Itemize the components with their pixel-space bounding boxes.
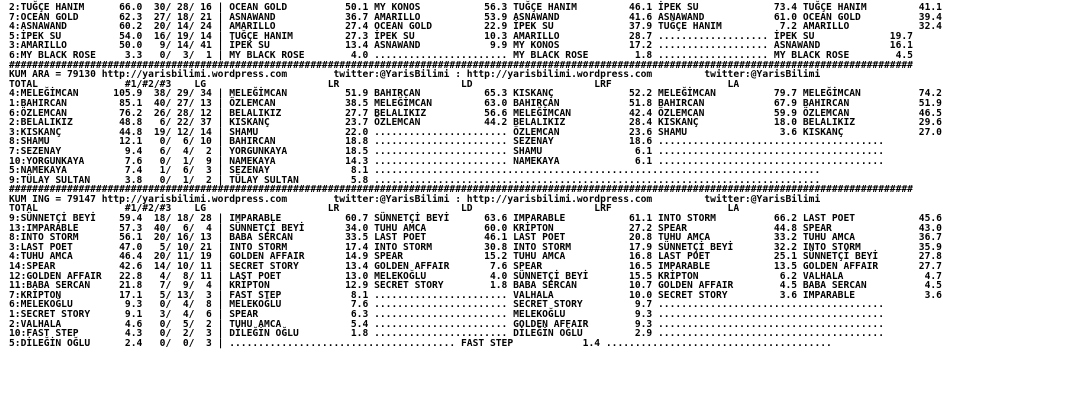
result-row: 5:NAMEKAYA 7.4 1/ 6/ 3 | SEZENAY 8.1 ............................................................................. (9, 165, 821, 177)
result-row: 1:BAHIRCAN 85.1 40/ 27/ 13 | ÖZLEMCAN 38.5 MELEĞİMCAN 63.0 BAHIRCAN 51.8 BAHIRCAN 67.9 BAHIRCAN 51.9 (9, 97, 942, 109)
result-row: 7:SEZENAY 9.4 6/ 4/ 2 | YORGUNKAYA 18.5 ....................... SHAMU 6.1 ....................................... (9, 145, 885, 157)
result-row: 2:BELALIKIZ 48.8 6/ 22/ 37 | KISKANÇ 23.7 ÖZLEMCAN 44.2 BELALIKIZ 28.4 KISKANÇ 18.0 BELALIKIZ 29.6 (9, 117, 942, 129)
result-row: 9:SÜNNETÇİ BEYİ 59.4 18/ 18/ 28 | IMPARABLE 60.7 SÜNNETÇİ BEYİ 63.6 IMPARABLE 61.1 INTO STORM 66.2 LAST POET 45.6 (9, 213, 942, 225)
result-row: 8:INTO STORM 56.1 20/ 16/ 13 | BABA SERCAN 33.5 LAST POET 46.1 LAST POET 20.8 TUHU AMCA 33.2 TUHU AMCA 36.7 (9, 232, 942, 244)
result-row: 1:SECRET STORY 9.1 3/ 4/ 6 | SPEAR 6.3 ....................... MELEKOĞLU 9.3 ....................................... (9, 309, 885, 320)
result-row: 11:BABA SERCAN 21.8 7/ 9/ 4 | KRİPTON 12.9 SECRET STORY 1.8 BABA SERCAN 10.7 GOLDEN AFFAIR 4.5 BABA SERCAN 4.5 (9, 280, 942, 292)
column-header-line: TOTAL #1/#2/#3 LG LR LD LRF LA (9, 203, 740, 215)
result-row: 3:KISKANÇ 44.8 19/ 12/ 14 | SHAMU 22.0 ....................... ÖZLEMCAN 23.6 SHAMU 3.6 KISKANÇ 27.0 (9, 126, 942, 138)
result-row: 6:MELEKOĞLU 9.3 0/ 4/ 8 | MELEKOĞLU 7.6 ....................... SECRET STORY 9.7 ....................................... (9, 299, 885, 311)
result-row: 5:İPEK SU 54.0 16/ 19/ 14 | TUĞÇE HANIM 27.3 İPEK SU 10.3 AMARILLO 28.7 ................... İPEK SU 19.7 (9, 30, 913, 42)
result-row: 4:ASNAWAND 60.2 20/ 14/ 24 | AMARILLO 27.4 OCEAN GOLD 22.9 İPEK SU 37.9 TUĞÇE HANIM 7.2 AMARILLO 32.4 (9, 21, 942, 33)
result-row: 10:YORGUNKAYA 7.6 0/ 1/ 9 | NAMEKAYA 14.3 ....................... NAMEKAYA 6.1 ....................................... (9, 155, 885, 167)
result-row: 5:DİLEĞİN OĞLU 2.4 0/ 0/ 3 | ....................................... FAST STEP 1.4 ....................................... (9, 337, 832, 349)
column-header-line: TOTAL #1/#2/#3 LG LR LD LRF LA (9, 78, 740, 90)
result-row: 8:SHAMU 12.1 0/ 6/ 10 | BAHIRCAN 18.8 ....................... SEZENAY 18.6 ....................................... (9, 136, 885, 148)
result-row: 3:AMARILLO 50.0 9/ 14/ 41 | İPEK SU 13.4 ASNAWAND 9.9 MY KONOS 17.2 ................... ASNAWAND 16.1 (9, 40, 913, 52)
result-row: 14:SPEAR 42.6 14/ 10/ 11 | SECRET STORY 13.4 GOLDEN AFFAIR 7.6 SPEAR 16.5 IMPARABLE 13.5 GOLDEN AFFAIR 27.7 (9, 261, 942, 273)
result-row: 13:IMPARABLE 57.3 40/ 6/ 4 | SÜNNETÇİ BEYİ 34.0 TUHU AMCA 60.0 KRİPTON 27.2 SPEAR 44.8 SPEAR 43.0 (9, 222, 942, 234)
result-row: 10:FAST STEP 4.3 0/ 2/ 3 | DİLEĞİN OĞLU 1.8 ....................... DİLEĞİN OĞLU 2.9 ....................................... (9, 328, 885, 340)
race-header-line: KUM ING = 79147 http://yarisbilimi.wordpress.com twitter:@YarisBilimi : http://yarisbilimi.wordpress.com twitter:@YarisBilimi (9, 193, 821, 205)
result-row: 2:TUĞÇE HANIM 66.0 30/ 28/ 16 | OCEAN GOLD 50.1 MY KONOS 56.3 TUĞÇE HANIM 46.1 İPEK SU 73.4 TUĞÇE HANIM 41.1 (9, 2, 942, 13)
result-row: 9:TÜLAY SULTAN 3.8 0/ 1/ 2 | TÜLAY SULTAN 5.8 ............................................................................. (9, 174, 821, 186)
separator-line: ############################################################################################################################################################ (9, 184, 913, 196)
result-row: 6:MY BLACK ROSE 3.3 0/ 3/ 1 | MY BLACK ROSE 4.0 ....................... MY BLACK ROSE 1.8 ................... MY BLACK ROSE 4.5 (9, 49, 913, 61)
race-header-line: KUM ARA = 79130 http://yarisbilimi.wordpress.com twitter:@YarisBilimi : http://yarisbilimi.wordpress.com twitter:@YarisBilimi (9, 69, 821, 81)
result-row: 4:TUHU AMCA 46.4 20/ 11/ 19 | GOLDEN AFFAIR 14.9 SPEAR 15.2 TUHU AMCA 16.8 LAST POET 25.1 SÜNNETÇİ BEYİ 27.8 (9, 251, 942, 263)
result-row: 6:ÖZLEMCAN 76.2 26/ 28/ 12 | BELALIKIZ 27.7 BELALIKIZ 56.6 MELEĞİMCAN 42.4 ÖZLEMCAN 59.9 ÖZLEMCAN 46.5 (9, 107, 942, 119)
result-row: 7:OCEAN GOLD 62.3 27/ 18/ 21 | ASNAWAND 36.7 AMARILLO 53.9 ASNAWAND 41.6 ASNAWAND 61.0 OCEAN GOLD 39.4 (9, 11, 942, 23)
result-row: 2:VALHALA 4.6 0/ 5/ 2 | TUHU AMCA 5.4 ....................... GOLDEN AFFAIR 9.3 ....................................... (9, 318, 885, 330)
result-row: 12:GOLDEN AFFAIR 22.8 4/ 8/ 11 | LAST POET 13.0 MELEKOĞLU 4.0 SÜNNETÇİ BEYİ 15.5 KRİPTON 6.2 VALHALA 4.7 (9, 270, 942, 282)
result-row: 3:LAST POET 47.0 5/ 10/ 21 | INTO STORM 17.4 INTO STORM 30.8 INTO STORM 17.9 SÜNNETÇİ BEYİ 32.2 INTO STORM 35.9 (9, 241, 942, 253)
separator-line: ############################################################################################################################################################ (9, 59, 913, 71)
result-row: 4:MELEĞİMCAN 105.9 38/ 29/ 34 | MELEĞİMCAN 51.9 BAHIRCAN 65.3 KISKANÇ 52.2 MELEĞİMCAN 79.7 MELEĞİMCAN 74.2 (9, 88, 942, 100)
result-row: 7:KRİPTON 17.1 5/ 13/ 3 | FAST STEP 8.1 ....................... VALHALA 10.0 SECRET STORY 3.6 IMPARABLE 3.6 (9, 289, 942, 301)
